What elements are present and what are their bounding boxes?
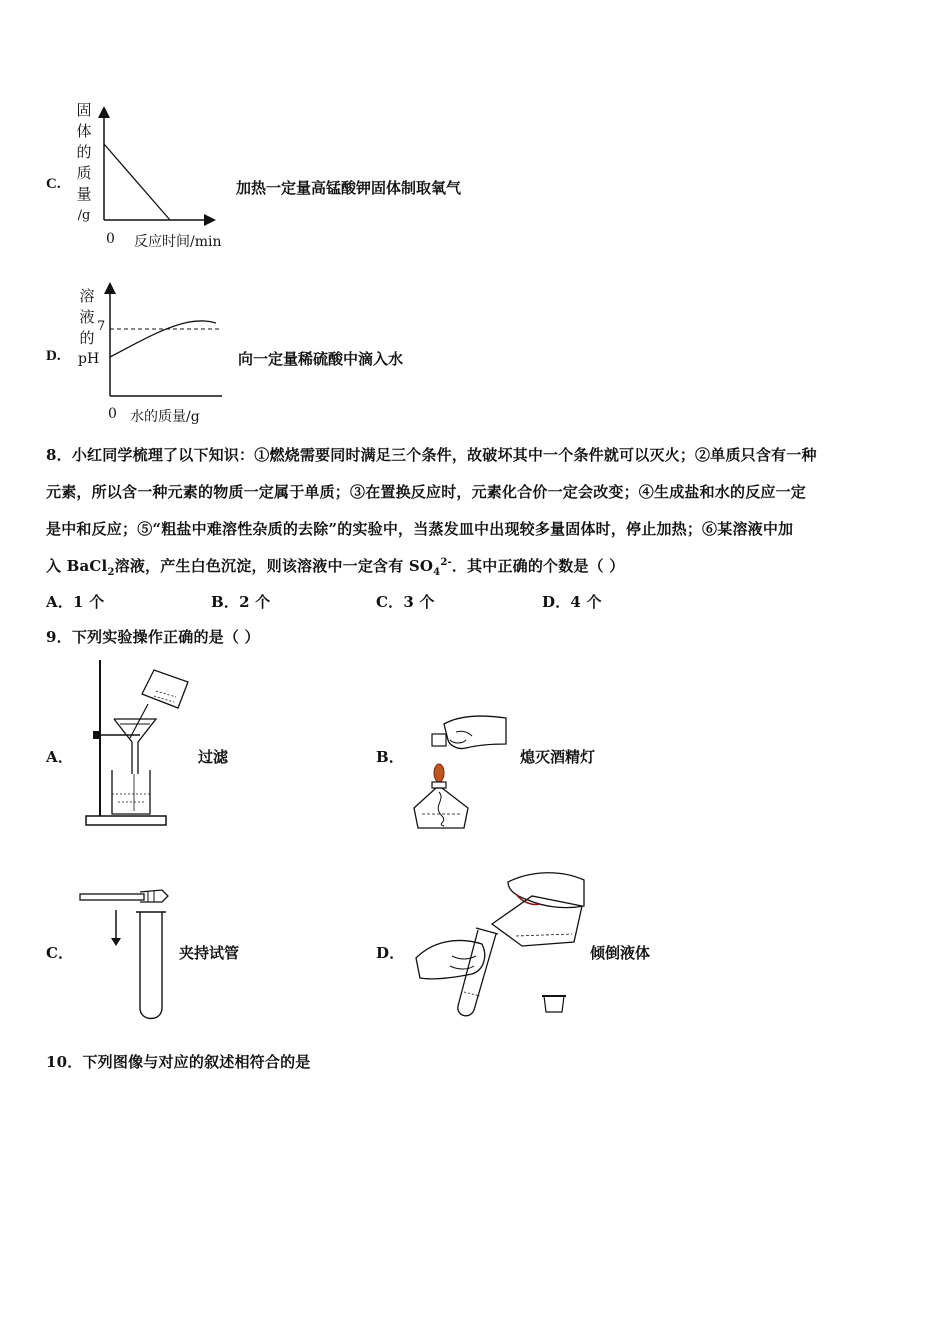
- q9-option-c-label: C．: [46, 944, 74, 962]
- q9-option-b-text: 熄灭酒精灯: [520, 748, 596, 766]
- ph-graph: [104, 282, 229, 402]
- x-zero: 0: [106, 231, 115, 247]
- q8-option-d: D．4 个: [542, 593, 602, 611]
- ph-curve: [110, 321, 216, 357]
- x-zero: 0: [108, 406, 117, 422]
- q8-line-3: 是中和反应；⑤“粗盐中难溶性杂质的去除”的实验中，当蒸发皿中出现较多量固体时，停止加热；⑥某溶液中加: [46, 520, 794, 538]
- q9-option-a-text: 过滤: [198, 748, 229, 766]
- option-label: C.: [46, 176, 61, 192]
- q9-stem: 9．下列实验操作正确的是（ ）: [46, 628, 260, 646]
- q8-line-2: 元素，所以含一种元素的物质一定属于单质；③在置换反应时，元素化合价一定会改变；④生成盐和水的反应一定: [46, 483, 807, 501]
- y-axis-label: 固 体 的 质 量 /g: [76, 101, 92, 223]
- q8-option-c: C．3 个: [376, 593, 435, 611]
- y-tick-7: 7: [97, 319, 106, 334]
- test-tube-holder-illustration: [76, 882, 186, 1024]
- q9-option-d-text: 倾倒液体: [590, 944, 651, 962]
- q8-option-a: A．1 个: [46, 593, 105, 611]
- x-axis-label: 反应时间/min: [134, 234, 222, 250]
- q9-option-b-label: B．: [376, 748, 405, 766]
- q9-option-a-label: A．: [46, 748, 74, 766]
- filtration-illustration: [84, 656, 196, 832]
- alcohol-lamp-illustration: [406, 710, 516, 834]
- option-description: 加热一定量高锰酸钾固体制取氧气: [236, 179, 462, 197]
- option-label: D.: [46, 348, 61, 364]
- q9-option-d-label: D．: [376, 944, 405, 962]
- x-axis-label: 水的质量/g: [130, 409, 200, 425]
- q8-line-4: 入 BaCl$_2$溶液，产生白色沉淀，则该溶液中一定含有 $SO_4^{2-}$．其中正确的个数是（ ）: [46, 557, 625, 578]
- option-description: 向一定量稀硫酸中滴入水: [238, 350, 404, 368]
- pouring-liquid-illustration: [412, 866, 588, 1022]
- q8-line-1: 8．小红同学梳理了以下知识：①燃烧需要同时满足三个条件，故破坏其中一个条件就可以灭火；②单质只含有一种: [46, 446, 817, 464]
- mass-curve: [104, 144, 170, 220]
- q10-stem: 10．下列图像与对应的叙述相符合的是: [46, 1053, 311, 1071]
- q9-option-c-text: 夹持试管: [179, 944, 240, 962]
- solid-mass-graph: [98, 104, 218, 228]
- q8-option-b: B．2 个: [211, 593, 271, 611]
- y-axis-label: 溶 液 的 pH: [78, 287, 100, 367]
